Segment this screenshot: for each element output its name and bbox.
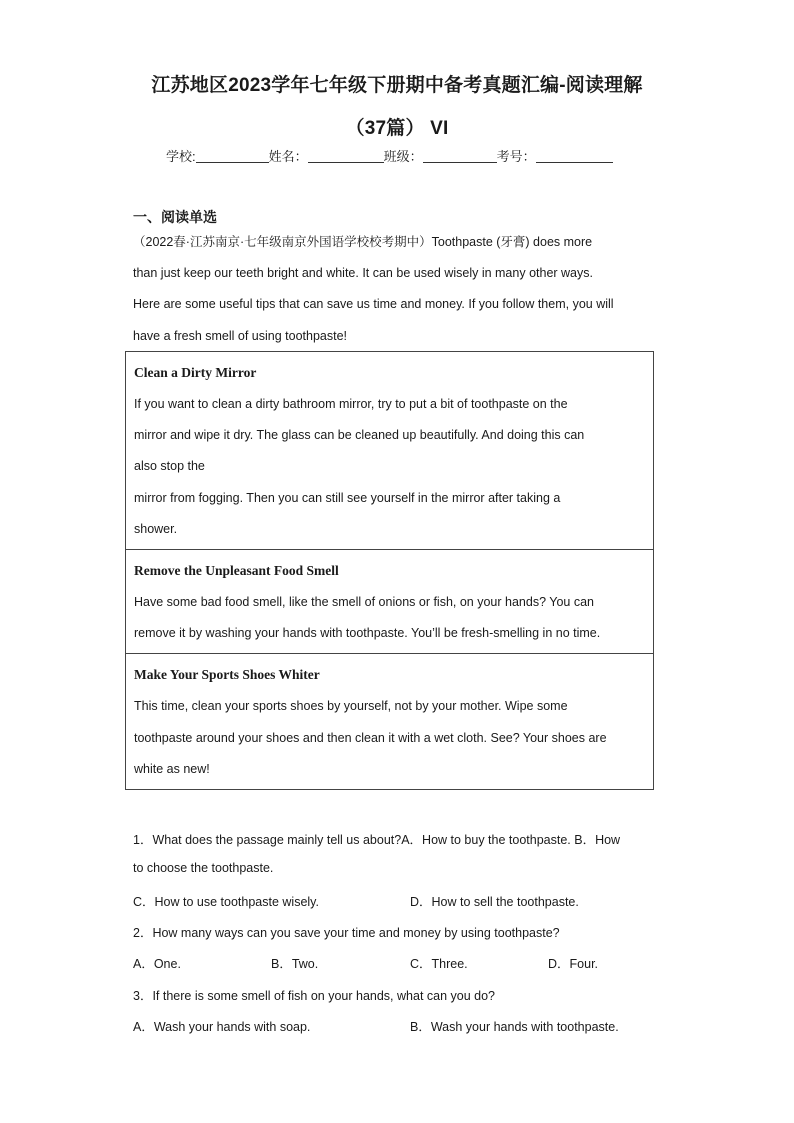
tip-cell [126, 550, 653, 654]
tip-body [134, 691, 645, 785]
number-label: 考号： [496, 149, 536, 164]
tip-line: mirror from fogging. Then you can still see yourself in the mirror after taking a [134, 490, 561, 505]
tip-line: toothpaste around your shoes and then clean it with a wet cloth. See? Your shoes are [134, 730, 607, 745]
question-2-option-b[interactable]: B．Two. [271, 957, 319, 971]
tip-line: shower. [134, 521, 178, 536]
tips-table [125, 351, 654, 790]
question-1-option-c[interactable]: C．How to use toothpaste wisely. [133, 895, 319, 909]
question-1-option-d[interactable]: D．How to sell the toothpaste. [410, 895, 579, 909]
section-heading: 一、阅读单选 [133, 209, 217, 225]
document-title-part: （37篇） VI [345, 118, 449, 139]
school-label: 学校: [166, 149, 196, 164]
tip-title: Clean a Dirty Mirror [134, 365, 257, 380]
question-1-continued: to choose the toothpaste. [133, 861, 274, 875]
tip-title: Make Your Sports Shoes Whiter [134, 667, 320, 683]
tip-body [134, 389, 645, 545]
question-1: 1．What does the passage mainly tell us about?A．How to buy the toothpaste. B．How [133, 833, 621, 847]
student-info-line [166, 146, 613, 165]
tip-line: This time, clean your sports shoes by yourself, not by your mother. Wipe some [134, 699, 568, 714]
tip-line: mirror and wipe it dry. The glass can be cleaned up beautifully. And doing this can [134, 428, 585, 443]
tip-body [134, 587, 645, 649]
question-3-option-a[interactable]: A．Wash your hands with soap. [133, 1020, 311, 1034]
tip-line: white as new! [134, 761, 210, 776]
intro-line: （2022春·江苏南京·七年级南京外国语学校校考期中）Toothpaste (牙膏) does more [133, 235, 593, 249]
question-2-option-d[interactable]: D．Four. [548, 957, 599, 971]
class-blank[interactable] [423, 150, 497, 163]
tip-title: Remove the Unpleasant Food Smell [134, 563, 339, 579]
class-label: 班级： [383, 149, 423, 164]
intro-paragraph [133, 227, 663, 352]
tip-line: Have some bad food smell, like the smell of onions or fish, on your hands? You can [134, 595, 594, 610]
intro-line: Here are some useful tips that can save us time and money. If you follow them, you will [133, 297, 614, 312]
name-blank[interactable] [308, 150, 384, 163]
tip-line: remove it by washing your hands with toothpaste. You’ll be fresh-smelling in no time. [134, 626, 601, 641]
intro-line: than just keep our teeth bright and white. It can be used wisely in many other ways. [133, 266, 593, 281]
question-2-option-c[interactable]: C．Three. [410, 957, 468, 971]
question-3-option-b[interactable]: B．Wash your hands with toothpaste. [410, 1020, 619, 1034]
question-2-option-a[interactable]: A．One. [133, 957, 181, 971]
tip-cell [126, 654, 653, 789]
intro-line: have a fresh smell of using toothpaste! [133, 328, 348, 343]
school-blank[interactable] [196, 150, 269, 163]
name-label: 姓名： [268, 149, 308, 164]
document-title: 江苏地区2023学年七年级下册期中备考真题汇编-阅读理解 [151, 75, 643, 96]
question-2: 2．How many ways can you save your time and money by using toothpaste? [133, 926, 560, 940]
tip-line: If you want to clean a dirty bathroom mirror, try to put a bit of toothpaste on the [134, 397, 568, 411]
question-3: 3．If there is some smell of fish on your hands, what can you do? [133, 989, 495, 1003]
number-blank[interactable] [536, 150, 613, 163]
tip-cell [126, 352, 653, 550]
tip-line: also stop the [134, 459, 205, 474]
